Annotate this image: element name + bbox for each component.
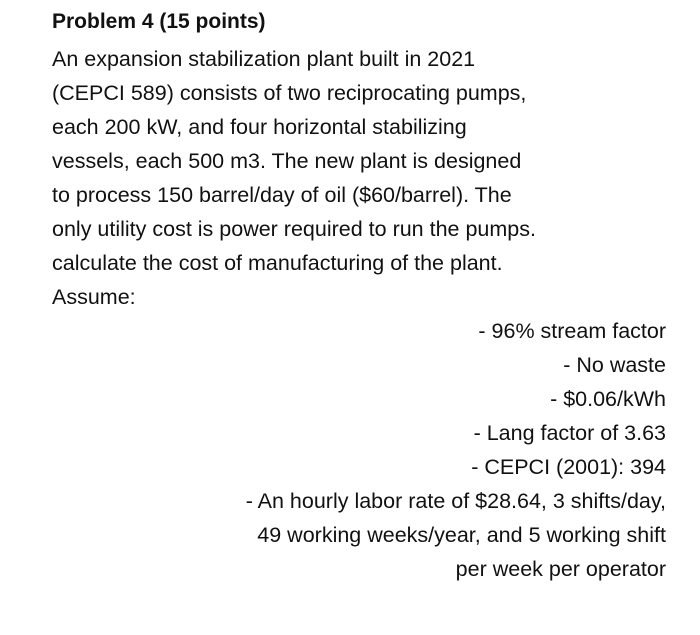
- statement-line: calculate the cost of manufacturing of the plant.: [52, 251, 503, 275]
- statement-line: (CEPCI 589) consists of two reciprocating pumps,: [52, 81, 527, 105]
- assumption-line: - $0.06/kWh: [550, 387, 666, 411]
- assumption-line: - An hourly labor rate of $28.64, 3 shifts/day,: [245, 489, 666, 513]
- assumption-labor: [52, 484, 666, 586]
- assumption-line: - CEPCI (2001): 394: [471, 455, 666, 479]
- assumption-line: per week per operator: [455, 557, 666, 581]
- problem-statement: [52, 42, 668, 314]
- assumption-lang-factor: [52, 416, 666, 450]
- assumptions-list: [52, 314, 666, 586]
- assumption-stream-factor: [52, 314, 666, 348]
- assume-heading: Assume:: [52, 285, 136, 309]
- assumption-line: 49 working weeks/year, and 5 working shift: [257, 523, 666, 547]
- assumption-cepci-2001: [52, 450, 666, 484]
- statement-line: each 200 kW, and four horizontal stabilizing: [52, 115, 467, 139]
- problem-title: Problem 4 (15 points): [52, 10, 266, 33]
- assumption-line: - No waste: [563, 353, 666, 377]
- assumption-no-waste: [52, 348, 666, 382]
- statement-line: An expansion stabilization plant built in 2021: [52, 47, 476, 71]
- assumption-electricity-price: [52, 382, 666, 416]
- problem-document: [52, 8, 668, 586]
- assumption-line: - Lang factor of 3.63: [473, 421, 666, 445]
- assumption-line: - 96% stream factor: [478, 319, 666, 343]
- statement-line: to process 150 barrel/day of oil ($60/barrel). The: [52, 183, 512, 207]
- statement-line: only utility cost is power required to run the pumps.: [52, 217, 536, 241]
- statement-line: vessels, each 500 m3. The new plant is designed: [52, 149, 522, 173]
